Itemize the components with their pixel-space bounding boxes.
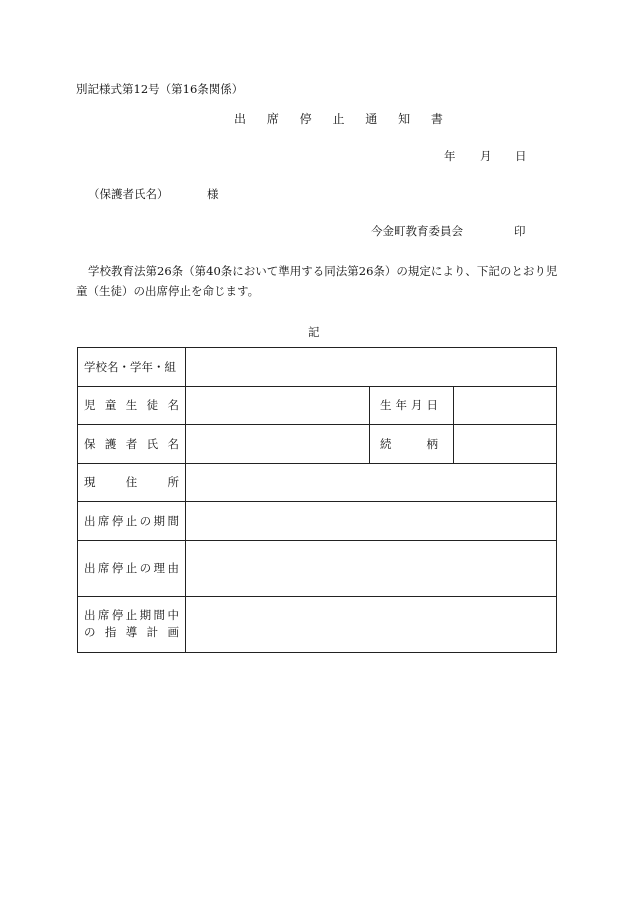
label-char: 間 <box>167 513 179 528</box>
label-char: 現 <box>84 475 96 490</box>
label-char: 席 <box>97 561 110 575</box>
label-char: 停 <box>111 561 124 575</box>
label-char: 席 <box>97 513 110 528</box>
suspension-reason-field[interactable] <box>186 540 557 596</box>
label-char: 年 <box>395 398 407 413</box>
table-row <box>78 463 557 502</box>
label-char: 者 <box>125 436 138 451</box>
student-name-field[interactable] <box>186 386 370 425</box>
seal-mark: 印 <box>514 224 526 238</box>
issuer-name: 今金町教育委員会 <box>371 224 463 238</box>
label-char: 続 <box>380 436 392 451</box>
label-char: 画 <box>167 625 179 639</box>
relation-label <box>370 425 454 464</box>
suspension-reason-label <box>78 540 186 596</box>
form-number: 別記様式第12号（第16条関係） <box>76 82 244 96</box>
label-char: 期 <box>139 608 152 622</box>
label-char: の <box>139 561 152 575</box>
student-name-label <box>78 386 186 425</box>
label-char: 生 <box>125 398 138 413</box>
label-char: 出 <box>84 561 96 575</box>
label-char: 出 <box>84 608 96 622</box>
guardian-name-label: （保護者氏名） <box>88 187 169 201</box>
table-row <box>78 502 557 541</box>
label-char: 保 <box>84 436 96 451</box>
label-char: 名 <box>167 436 179 451</box>
birthdate-label <box>370 386 454 425</box>
table-row <box>78 425 557 464</box>
guidance-plan-field[interactable] <box>186 596 557 652</box>
label-char: 出 <box>84 513 96 528</box>
table-row <box>78 348 557 387</box>
address-label <box>78 463 186 502</box>
label-char: 所 <box>167 475 179 490</box>
school-grade-class-label: 学校名・学年・組 <box>78 348 186 387</box>
honorific: 様 <box>207 187 219 201</box>
label-char: 徒 <box>146 398 159 413</box>
label-char: 計 <box>146 625 159 639</box>
label-char: 停 <box>111 608 124 622</box>
document-title: 出 席 停 止 通 知 書 <box>234 112 452 126</box>
label-char: 理 <box>153 561 166 575</box>
school-grade-class-field[interactable] <box>186 348 557 387</box>
address-field[interactable] <box>186 463 557 502</box>
label-char: 児 <box>84 398 96 413</box>
record-table <box>77 347 557 653</box>
label-char: 中 <box>167 608 179 622</box>
ki-heading: 記 <box>308 325 320 339</box>
label-char: 由 <box>167 561 179 575</box>
table-row <box>78 386 557 425</box>
label-char: 生 <box>380 398 392 413</box>
table-row <box>78 596 557 652</box>
birthdate-field[interactable] <box>454 386 557 425</box>
label-char: 席 <box>97 608 110 622</box>
guidance-plan-label <box>78 596 186 652</box>
notice-body-text: 学校教育法第26条（第40条において準用する同法第26条）の規定により、下記のとおり児童（生徒）の出席停止を命じます。 <box>76 264 558 298</box>
date-month-label: 月 <box>480 149 492 163</box>
suspension-period-label <box>78 502 186 541</box>
label-char: 間 <box>153 608 166 622</box>
label-char: 止 <box>125 513 138 528</box>
label-char: 停 <box>111 513 124 528</box>
label-char: 護 <box>104 436 117 451</box>
guardian-name-table-label <box>78 425 186 464</box>
label-char: の <box>139 513 152 528</box>
label-char: 指 <box>104 625 117 639</box>
label-char: 止 <box>125 608 138 622</box>
label-char: 住 <box>125 475 138 490</box>
guardian-name-field[interactable] <box>186 425 370 464</box>
label-char: の <box>84 625 96 639</box>
label-char: 日 <box>426 398 438 413</box>
label-char: 柄 <box>426 436 438 451</box>
date-day-label: 日 <box>515 149 527 163</box>
label-char: 名 <box>167 398 179 413</box>
label-char: 童 <box>104 398 117 413</box>
suspension-period-field[interactable] <box>186 502 557 541</box>
label-char: 期 <box>153 513 166 528</box>
relation-field[interactable] <box>454 425 557 464</box>
label-char: 止 <box>125 561 138 575</box>
label-char: 導 <box>125 625 138 639</box>
date-year-label: 年 <box>444 149 456 163</box>
label-char: 氏 <box>146 436 159 451</box>
table-row <box>78 540 557 596</box>
label-char: 月 <box>411 398 423 413</box>
